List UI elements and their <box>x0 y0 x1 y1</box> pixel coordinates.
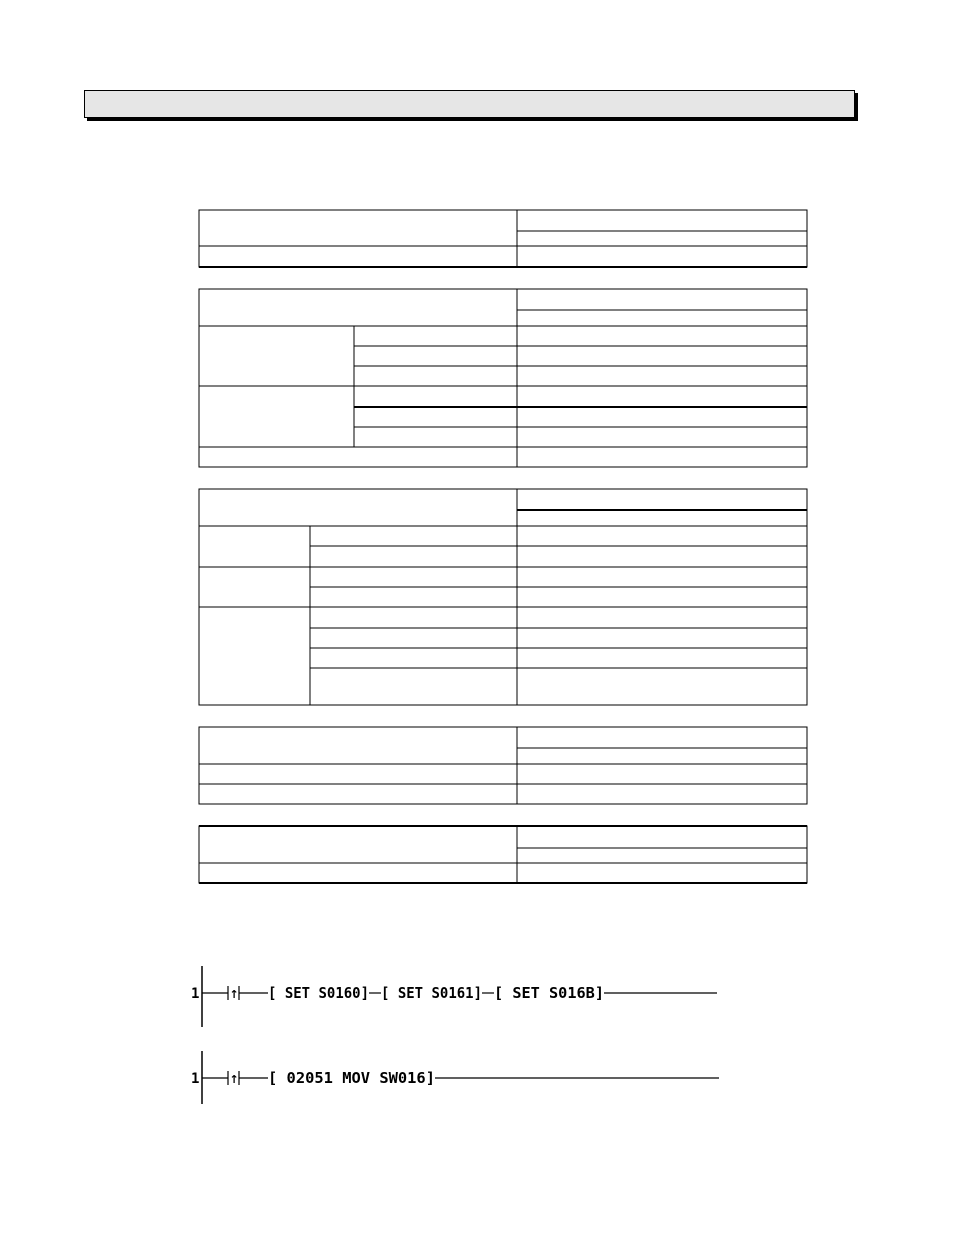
ladder-rung-2 <box>191 1051 719 1104</box>
rising-edge-icon: ↑ <box>229 1073 239 1086</box>
instruction-set-s0161: [ SET S0161] <box>381 984 482 1002</box>
rung-number: 1 <box>191 986 200 1002</box>
ladder-rung-1 <box>191 966 717 1027</box>
instruction-set-s016b: [ SET S016B] <box>494 984 604 1002</box>
rising-edge-contact <box>228 986 239 1001</box>
rising-edge-contact <box>228 1071 239 1086</box>
rising-edge-icon: ↑ <box>229 988 239 1001</box>
instruction-mov-sw016: [ 02051 MOV SW016] <box>268 1069 435 1087</box>
rung-number: 1 <box>191 1071 200 1087</box>
instruction-set-s0160: [ SET S0160] <box>268 984 369 1002</box>
